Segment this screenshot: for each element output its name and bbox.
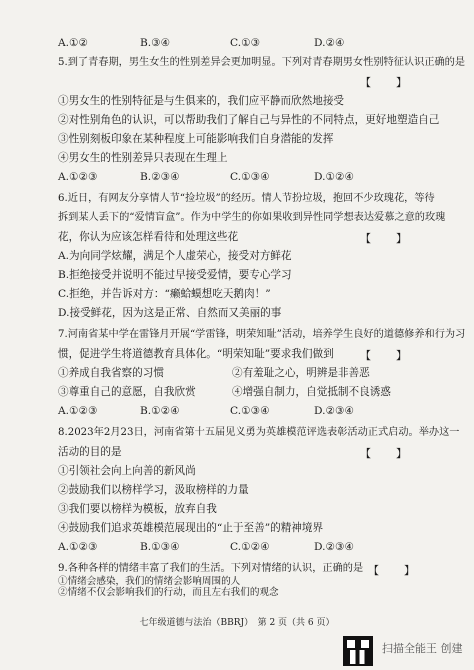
q9-item-2: ②情绪不仅会影响我们的行动，而且左右我们的观念	[58, 587, 279, 598]
q7-item-1: ①养成自我省察的习惯	[58, 367, 164, 379]
qr-code-icon	[343, 636, 373, 666]
q7-option-b: B.①②④	[140, 405, 180, 417]
q5-item-3: ③性别刻板印象在某种程度上可能影响我们自身潜能的发挥	[58, 133, 334, 145]
scanner-watermark: 扫描全能王 创建	[382, 642, 463, 655]
q6-answer-bracket: 【 】	[360, 232, 408, 245]
q8-option-c: C.①②④	[230, 541, 270, 553]
q5-item-4: ④男女生的性别差异只表现在生理上	[58, 152, 228, 164]
q9-answer-bracket: 【 】	[368, 564, 416, 577]
q5-stem: 5.到了青春期，男生女生的性别差异会更加明显。下列对青春期男女性别特征认识正确的是	[58, 57, 466, 68]
q7-answer-bracket: 【 】	[360, 349, 408, 362]
q8-item-4: ④鼓励我们追求英雄模范展现出的“止于至善”的精神境界	[58, 522, 324, 534]
q4-option-b: B.③④	[140, 37, 171, 49]
q5-item-1: ①男女生的性别特征是与生俱来的，我们应平静而欣然地接受	[58, 95, 345, 107]
q8-answer-bracket: 【 】	[360, 447, 408, 460]
q7-item-3: ③尊重自己的意愿，自我欣赏	[58, 386, 196, 398]
q9-stem: 9.各种各样的情绪丰富了我们的生活。下列对情绪的认识，正确的是	[58, 563, 364, 574]
q8-stem-line-2: 活动的目的是	[58, 446, 122, 458]
q8-item-3: ③我们要以榜样为模板，放弃自我	[58, 503, 217, 515]
q5-answer-bracket: 【 】	[360, 76, 408, 89]
q6-stem-line-1: 6.近日，有网友分享情人节“捡垃圾”的经历。情人节扮垃圾，抱回不少玫瑰花，等待	[58, 193, 435, 204]
q6-stem-line-2: 拆到某人丢下的“爱情盲盒”。作为中学生的你如果收到异性同学想表达爱慕之意的玫瑰	[58, 212, 446, 223]
q8-item-2: ②鼓励我们以榜样学习，汲取榜样的力量	[58, 484, 249, 496]
q8-option-a: A.①②③	[58, 541, 98, 553]
q4-option-d: D.②④	[314, 37, 345, 49]
q6-stem-line-3: 花，你认为应该怎样看待和处理这些花	[58, 231, 239, 243]
q8-option-b: B.①③④	[140, 541, 180, 553]
q7-option-d: D.②③④	[314, 405, 354, 417]
q7-stem-line-2: 惯，促进学生将道德教育具体化。“明荣知耻”要求我们做到	[58, 348, 334, 360]
q6-option-a: A.为向同学炫耀，满足个人虚荣心，接受对方鲜花	[58, 250, 292, 262]
q4-option-c: C.①③	[230, 37, 261, 49]
q5-option-b: B.②③④	[140, 171, 180, 183]
q9-item-1: ①情绪会感染，我们的情绪会影响周围的人	[58, 576, 241, 587]
q5-option-c: C.①③④	[230, 171, 270, 183]
q7-stem-line-1: 7.河南省某中学在雷锋月开展“学雷锋，明荣知耻”活动，培养学生良好的道德修养和行为习	[58, 329, 466, 340]
q5-option-d: D.①②④	[314, 171, 354, 183]
q8-stem-line-1: 8.2023年2月23日，河南省第十五届见义勇为英雄模范评选表彰活动正式启动。举办这一	[58, 427, 460, 438]
q7-item-4: ④增强自制力，自觉抵制不良诱惑	[232, 386, 391, 398]
q7-option-a: A.①②③	[58, 405, 98, 417]
q8-item-1: ①引领社会向上向善的新风尚	[58, 465, 196, 477]
q5-item-2: ②对性别角色的认识，可以帮助我们了解自己与异性的不同特点，更好地塑造自己	[58, 114, 440, 126]
page-footer: 七年级道德与法治（BBRJ） 第 2 页（共 6 页）	[139, 618, 335, 628]
q7-option-c: C.①③④	[230, 405, 270, 417]
q8-option-d: D.②③④	[314, 541, 354, 553]
q6-option-d: D.接受鲜花，因为这是正常、自然而又美丽的事	[58, 307, 282, 319]
q4-option-a: A.①②	[58, 37, 89, 49]
q5-option-a: A.①②③	[58, 171, 98, 183]
q6-option-b: B.拒绝接受并说明不能过早接受爱情，要专心学习	[58, 269, 292, 281]
q7-item-2: ②有羞耻之心，明辨是非善恶	[232, 367, 370, 379]
q6-option-c: C.拒绝，并告诉对方：“癞蛤蟆想吃天鹅肉！”	[58, 288, 271, 300]
